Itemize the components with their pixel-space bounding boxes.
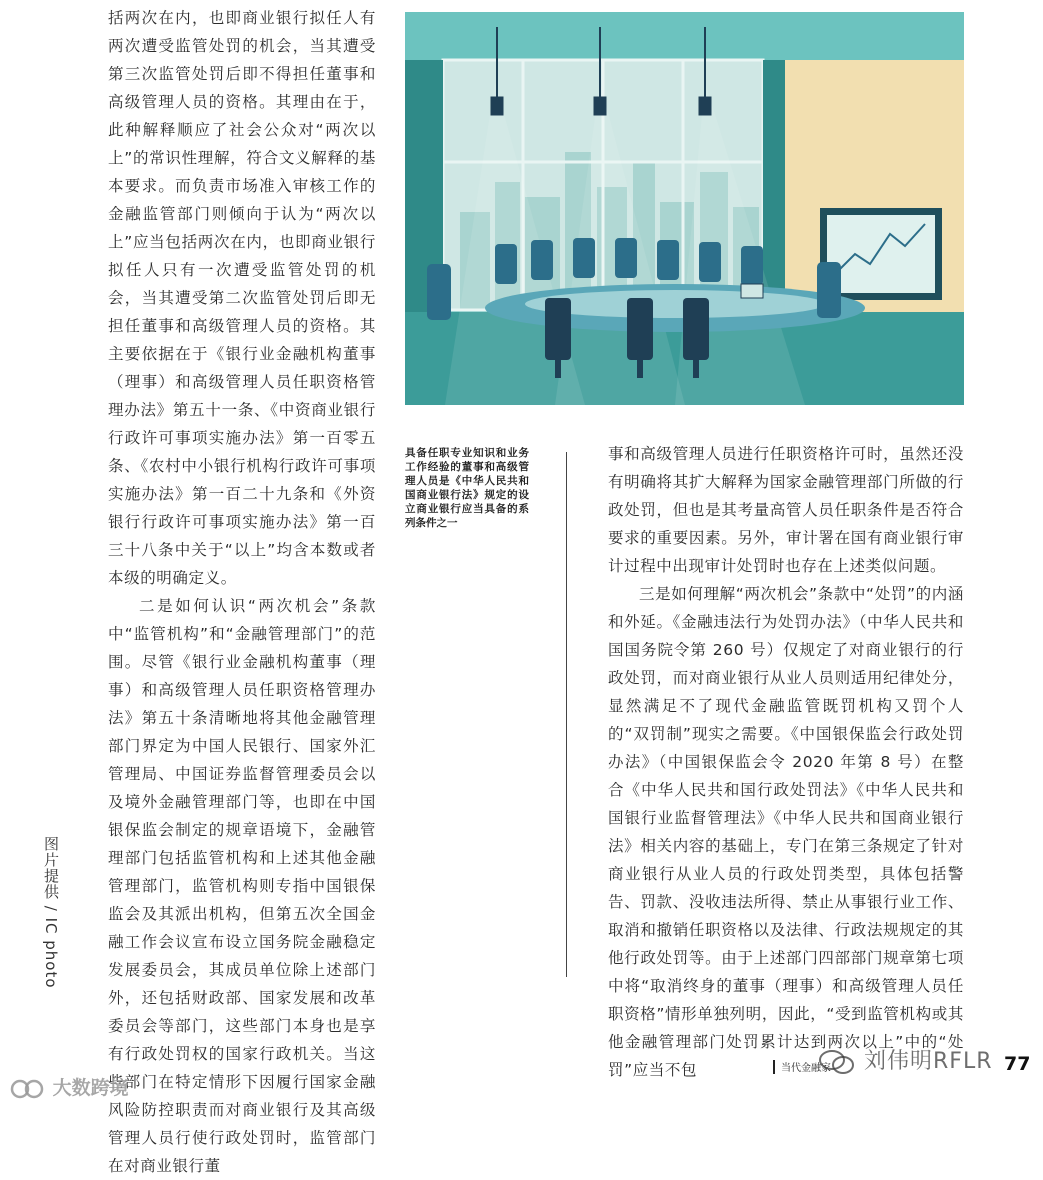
photo-credit-text: 图片提供 / IC photo	[42, 836, 60, 989]
right-text-column	[608, 440, 964, 1084]
logo-watermark-text: 大数跨境	[52, 1077, 129, 1099]
logo-watermark	[10, 1073, 129, 1100]
footer-divider	[773, 1060, 775, 1074]
wechat-watermark-text: 刘伟明RFLR	[864, 1049, 993, 1074]
right-paragraph-1: 事和高级管理人员进行任职资格许可时，虽然还没有明确将其扩大解释为国家金融管理部门所做的行政处罚，但也是其考量高管人员任职条件是否符合要求的重要因素。另外，审计署在国有商业银行审计过程中出现审计处罚时也存在上述类似问题。	[608, 445, 964, 575]
right-paragraph-2: 三是如何理解“两次机会”条款中“处罚”的内涵和外延。《金融违法行为处罚办法》（中华人民共和国国务院令第 260 号）仅规定了对商业银行的行政处罚，而对商业银行从业人员则适用纪律处分，显然满足不了现代金融监管既罚机构又罚个人的“双罚制”现实之需要。《中国银保监会行政处罚办法》（中国银保监会令 2020 年第 8 号）在整合《中华人民共和国行政处罚法》《中华人民共和国银行业监督管理法》《中华人民共和国商业银行法》相关内容的基础上，专门在第三条规定了针对商业银行从业人员的行政处罚类型，具体包括警告、罚款、没收违法所得、禁止从事银行业工作、取消和撤销任职资格以及法律、行政法规规定的其他行政处罚等。由于上述部门四部部门规章第七项中将“取消终身的董事（理事）和高级管理人员任职资格”情形单独列明，因此，“受到监管机构或其他金融管理部门处罚累计达到两次以上”中的“处罚”应当不包	[608, 585, 964, 1079]
wechat-watermark	[818, 1044, 992, 1075]
left-paragraph-2: 二是如何认识“两次机会”条款中“监管机构”和“金融管理部门”的范围。尽管《银行业金融机构董事（理事）和高级管理人员任职资格管理办法》第五十条清晰地将其他金融管理部门界定为中国人民银行、国家外汇管理局、中国证券监督管理委员会以及境外金融管理部门等，也即在中国银保监会制定的规章语境下，金融管理部门包括监管机构和上述其他金融管理部门，监管机构则专指中国银保监会及其派出机构，但第五次全国金融工作会议宣布设立国务院金融稳定发展委员会，其成员单位除上述部门外，还包括财政部、国家发展和改革委员会等部门，这些部门本身也是享有行政处罚权的国家行政机关。当这些部门在特定情形下因履行国家金融风险防控职责而对商业银行及其高级管理人员行使行政处罚时，监管部门在对商业银行董	[108, 597, 376, 1175]
left-text-column	[108, 4, 376, 1180]
conference-room-illustration	[405, 12, 964, 405]
journal-name: 当代金融家	[781, 1063, 831, 1074]
column-divider	[566, 452, 567, 977]
photo-credit	[41, 836, 67, 989]
image-caption: 具备任职专业知识和业务工作经验的董事和高级管理人员是《中华人民共和国商业银行法》规定的设立商业银行应当具备的系列条件之一	[405, 447, 529, 529]
left-paragraph-1: 括两次在内，也即商业银行拟任人有两次遭受监管处罚的机会，当其遭受第三次监管处罚后即不得担任董事和高级管理人员的资格。其理由在于，此种解释顺应了社会公众对“两次以上”的常识性理解，符合文义解释的基本要求。而负责市场准入审核工作的金融监管部门则倾向于认为“两次以上”应当包括两次在内，也即商业银行拟任人只有一次遭受监管处罚的机会，当其遭受第二次监管处罚后即无担任董事和高级管理人员的资格。其主要依据在于《银行业金融机构董事（理事）和高级管理人员任职资格管理办法》第五十一条、《中资商业银行行政许可事项实施办法》第一百零五条、《农村中小银行机构行政许可事项实施办法》第一百二十九条和《外资银行行政许可事项实施办法》第一百三十八条中关于“以上”均含本数或者本级的明确定义。	[108, 9, 376, 587]
page-number: 77	[1004, 1053, 1031, 1075]
wechat-icon	[818, 1049, 856, 1075]
logo-icon	[10, 1078, 46, 1100]
